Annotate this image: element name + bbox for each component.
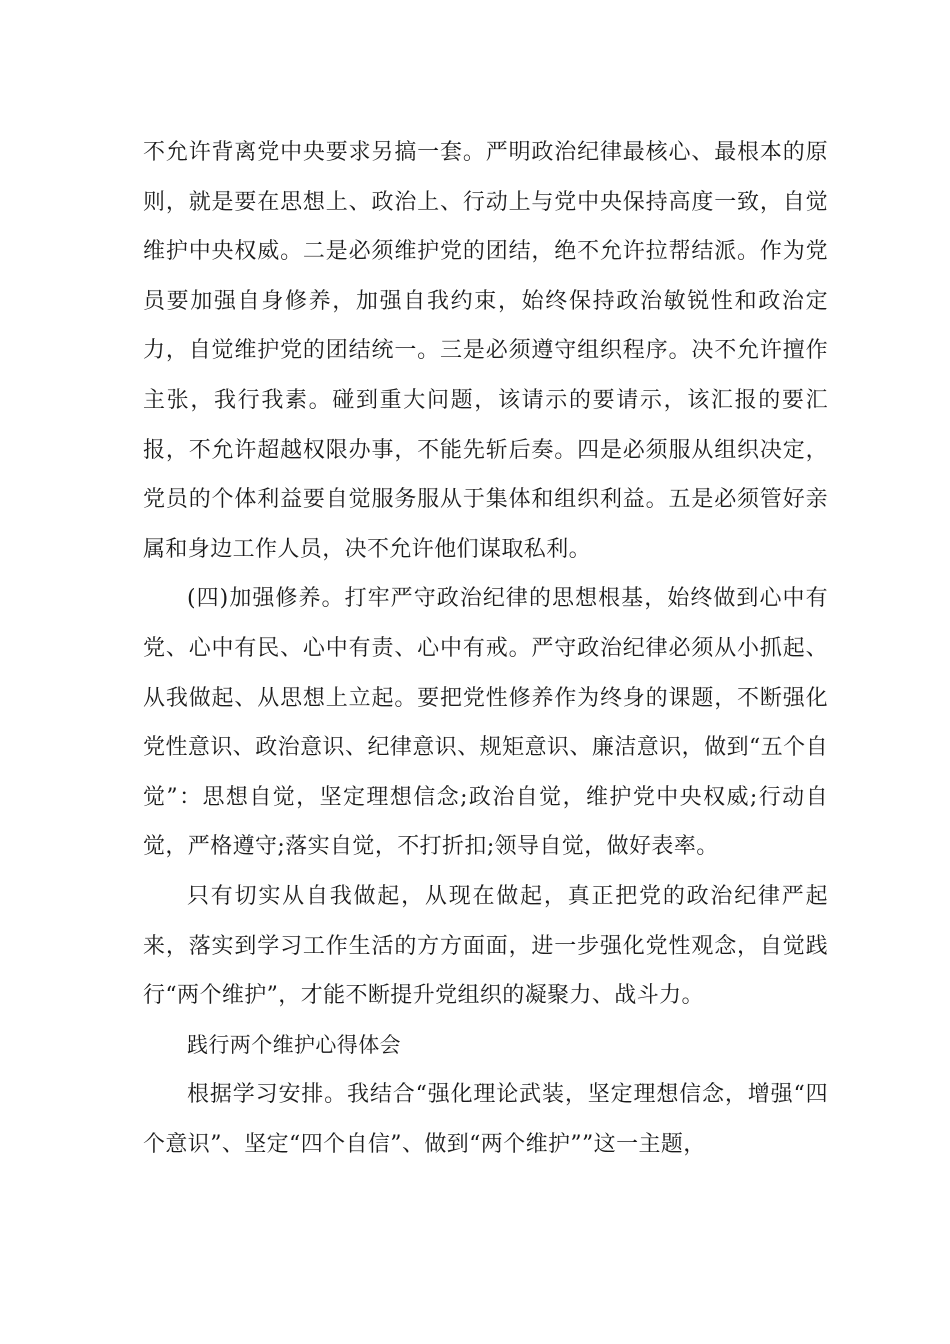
section-title: 践行两个维护心得体会	[187, 1032, 401, 1057]
paragraph-study-arrangement: 根据学习安排。我结合“强化理论武装，坚定理想信念，增强“四个意识”、坚定“四个自信”、做到“两个维护””这一主题，	[143, 1082, 828, 1157]
paragraph-strengthen-cultivation: (四)加强修养。打牢严守政治纪律的思想根基，始终做到心中有党、心中有民、心中有责、心中有戒。严守政治纪律必须从小抓起、从我做起、从思想上立起。要把党性修养作为终身的课题，不断强化党性意识、政治意识、纪律意识、规矩意识、廉洁意识，做到“五个自觉”：思想自觉，坚定理想信念;政治自觉，维护党中央权威;行动自觉，严格遵守;落实自觉，不打折扣;领导自觉，做好表率。	[143, 586, 828, 860]
paragraph-conclusion: 只有切实从自我做起，从现在做起，真正把党的政治纪律严起来，落实到学习工作生活的方方面面，进一步强化党性观念，自觉践行“两个维护”，才能不断提升党组织的凝聚力、战斗力。	[143, 883, 828, 1009]
paragraph-political-discipline-rules: 不允许背离党中央要求另搞一套。严明政治纪律最核心、最根本的原则，就是要在思想上、政治上、行动上与党中央保持高度一致，自觉维护中央权威。二是必须维护党的团结，绝不允许拉帮结派。作为党员要加强自身修养，加强自我约束，始终保持政治敏锐性和政治定力，自觉维护党的团结统一。三是必须遵守组织程序。决不允许擅作主张，我行我素。碰到重大问题，该请示的要请示，该汇报的要汇报，不允许超越权限办事，不能先斩后奏。四是必须服从组织决定，党员的个体利益要自觉服务服从于集体和组织利益。五是必须管好亲属和身边工作人员，决不允许他们谋取私利。	[143, 140, 828, 562]
document-body	[143, 128, 828, 1169]
